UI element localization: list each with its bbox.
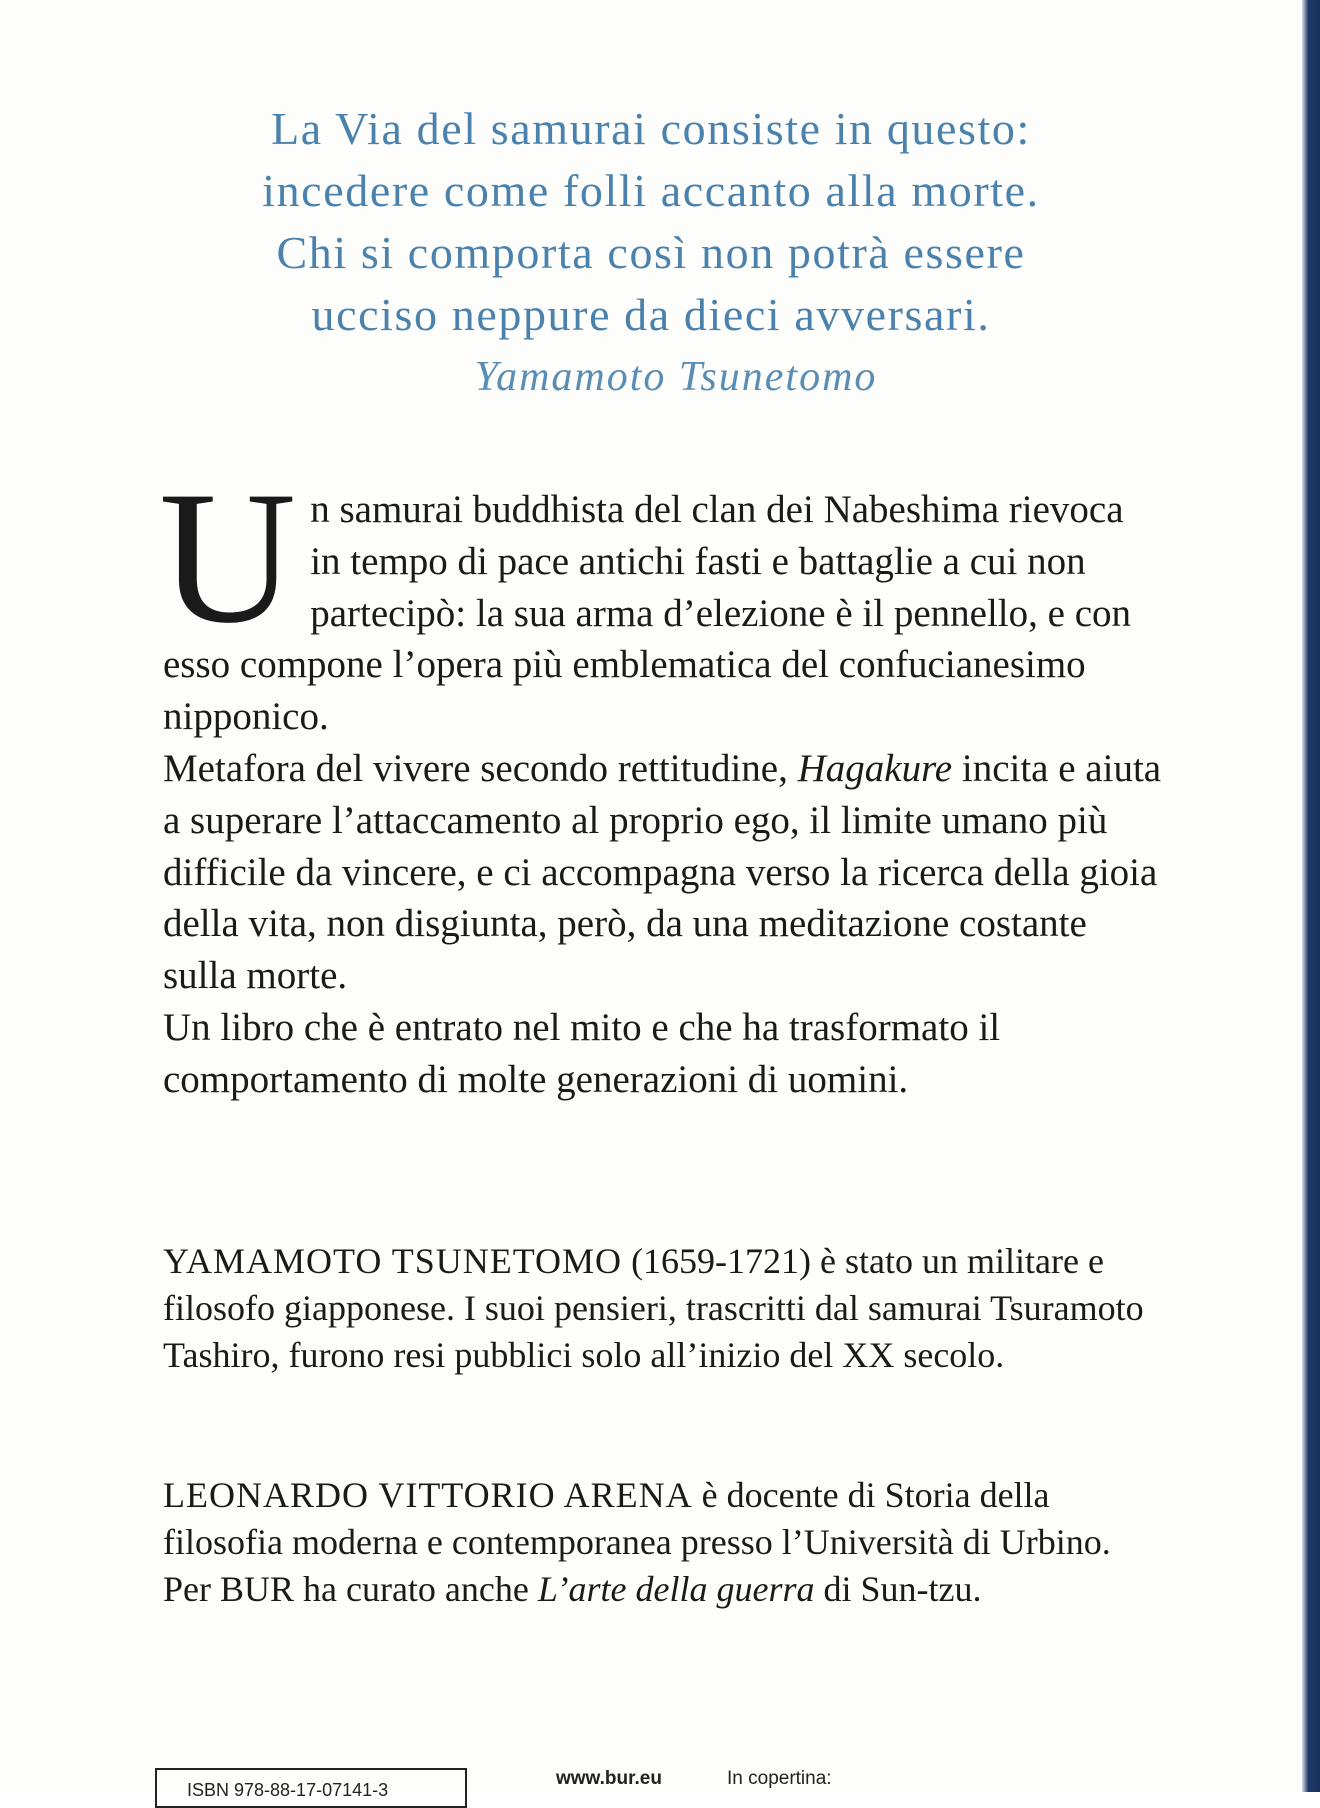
description-paragraph-2-after: incita e aiuta a superare l’attaccamento al proprio ego, il limite umano più difficile da vincere, e ci accompagna verso la ricerca della gioia della vita, non disgiunta, però, da una meditazione costante sulla morte. xyxy=(163,746,1162,998)
epigraph-quote xyxy=(0,98,1302,408)
editor-bio-text-after: di Sun-tzu. xyxy=(814,1569,982,1609)
editor-book-title: L’arte della guerra xyxy=(537,1569,815,1609)
author-bio xyxy=(163,1238,1163,1379)
quote-line-2: incedere come folli accanto alla morte. xyxy=(262,165,1040,216)
description-paragraph-1-text: n samurai buddhista del clan dei Nabeshima rievoca in tempo di pace antichi fasti e battaglie a cui non partecipò: la sua arma d’elezione è il pennello, e con esso compone l’opera più emblematica del confucianesimo nipponico. xyxy=(163,488,1132,739)
cover-credit-label: In copertina: xyxy=(727,1768,832,1789)
editor-name: LEONARDO VITTORIO ARENA xyxy=(163,1475,693,1515)
drop-cap: U xyxy=(159,453,297,663)
quote-attribution: Yamamoto Tsunetomo xyxy=(474,354,878,400)
description-paragraph-2 xyxy=(163,743,1163,1002)
author-name: YAMAMOTO TSUNETOMO xyxy=(163,1241,623,1281)
editor-bio-text-before: è docente di Storia della filosofia moderna e contemporanea presso l’Università di Urbino. Per BUR ha curato anche xyxy=(163,1475,1111,1609)
publisher-website-link[interactable]: www.bur.eu xyxy=(556,1768,662,1789)
book-description xyxy=(159,453,1163,1106)
editor-bio xyxy=(163,1472,1163,1613)
description-paragraph-2-before: Metafora del vivere secondo rettitudine, xyxy=(163,746,798,790)
isbn-barcode-box: ISBN 978-88-17-07141-3 xyxy=(155,1768,467,1808)
quote-line-4: ucciso neppure da dieci avversari. xyxy=(311,289,991,340)
author-bio-text: (1659-1721) è stato un militare e filosofo giapponese. I suoi pensieri, trascritti dal samurai Tsuramoto Tashiro, furono resi pubblici solo all’inizio del XX secolo. xyxy=(163,1241,1144,1375)
cover-footer xyxy=(0,1758,1302,1800)
book-spine-edge xyxy=(1302,0,1320,1792)
book-title-hagakure: Hagakure xyxy=(797,746,953,790)
quote-line-3: Chi si comporta così non potrà essere xyxy=(276,227,1026,278)
quote-line-1: La Via del samurai consiste in questo: xyxy=(271,103,1031,154)
description-paragraph-1 xyxy=(159,453,1163,743)
description-paragraph-3: Un libro che è entrato nel mito e che ha trasformato il comportamento di molte generazioni di uomini. xyxy=(163,1005,1001,1101)
